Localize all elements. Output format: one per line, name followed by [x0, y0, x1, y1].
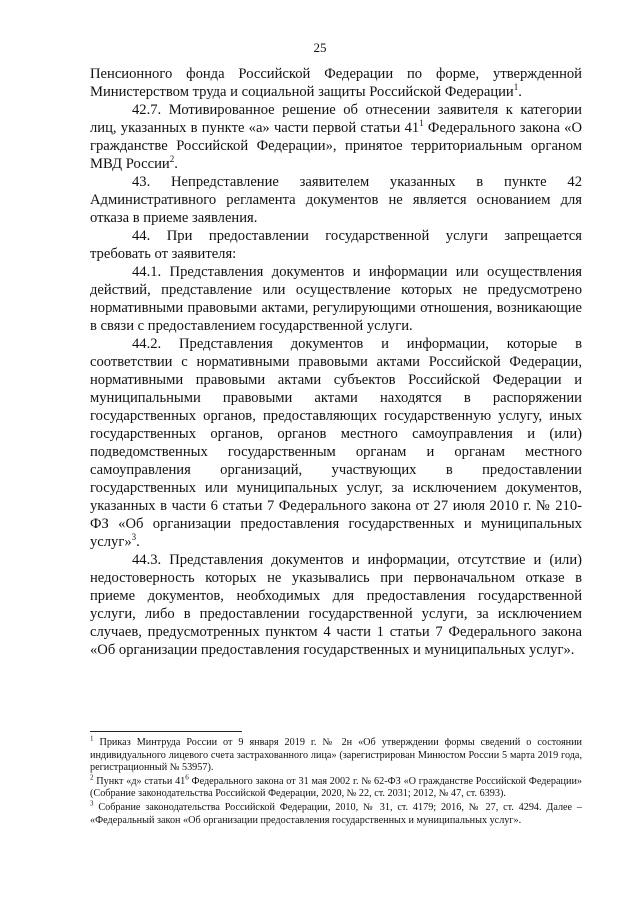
article-superscript: 1 [419, 118, 424, 129]
footnote-1 [90, 734, 582, 775]
footnote-ref-1: 1 [513, 82, 519, 93]
paragraph-text: 44.2. Представления документов и информации, которые в соответствии с нормативными правовыми актами Российской Федерации, нормативными правовыми актами субъектов Российской Федерации и муниципальными правовыми актами находятся в распоряжении государственных органов, предоставляющих государственную услугу, иных государственных органов, органов местного самоуправления и (или) подведомственных государственным органам и органам местного самоуправления организаций, участвующих в предоставлении государственных или муниципальных услуг, за исключением документов, указанных в части 6 статьи 7 Федерального закона от 27 июля 2010 г. № 210-ФЗ «Об организации предоставления государственных и муниципальных услуг» [90, 336, 582, 550]
footnote-mark: 2 [90, 773, 94, 782]
paragraph-42-7 [90, 101, 582, 173]
paragraph-44: 44. При предоставлении государственной услуги запрещается требовать от заявителя: [90, 228, 582, 262]
footnote-mark: 3 [90, 799, 94, 808]
footnote-divider [90, 731, 242, 732]
main-text [90, 65, 582, 659]
footnotes [90, 734, 582, 828]
page-number: 25 [313, 40, 327, 55]
paragraph-continuation [90, 65, 582, 101]
paragraph-text: Пенсионного фонда Российской Федерации по форме, утвержденной Министерством труда и социальной защиты Российской Федерации [90, 66, 582, 100]
paragraph-text: 42.7. Мотивированное решение об отнесении заявителя к категории лиц, указанных в пункте «а» части первой статьи 41 [90, 102, 582, 136]
paragraph-text: . [174, 156, 178, 172]
footnote-text: Приказ Минтруда России от 9 января 2019 г. № 2н «Об утверждении формы сведений о состоянии индивидуального лицевого счета застрахованного лица» (зарегистрирован Минюстом России 5 марта 2019 года, регистрационный № 53957). [90, 737, 582, 774]
footnote-3 [90, 799, 582, 827]
paragraph-44-2 [90, 335, 582, 551]
footnote-ref-2: 2 [169, 154, 175, 165]
footnote-text: Собрание законодательства Российской Федерации, 2010, № 31, ст. 4179; 2016, № 27, ст. 4294. Далее – «Федеральный закон «Об организации предоставления государственных и муниципальных услуг». [90, 801, 582, 826]
article-superscript: 6 [185, 773, 189, 782]
footnote-text: Пункт «д» статьи 41 [93, 775, 186, 787]
paragraph-text: . [518, 84, 522, 100]
paragraph-44-3: 44.3. Представления документов и информации, отсутствие и (или) недостоверность которых не указывались при первоначальном отказе в приеме документов, необходимых для предоставления государственной услуги, либо в предоставлении государственной услуги, за исключением случаев, предусмотренных пунктом 4 части 1 статьи 7 Федерального закона «Об организации предоставления государственных и муниципальных услуг». [90, 552, 582, 658]
footnote-text: Федерального закона от 31 мая 2002 г. № 62-ФЗ «О гражданстве Российской Федерации» (Собрание законодательства Российской Федерации, 2020, № 22, ст. 2031; 2012, № 47, ст. 6393). [90, 775, 582, 800]
paragraph-44-1: 44.1. Представления документов и информации или осуществления действий, представление или осуществление которых не предусмотрено нормативными правовыми актами, регулирующими отношения, возникающие в связи с предоставлением государственной услуги. [90, 264, 582, 334]
footnote-2 [90, 773, 582, 801]
paragraph-text: . [136, 534, 140, 550]
paragraph-text: Федерального закона «О гражданстве Российской Федерации», принятое территориальным органом МВД России [90, 120, 582, 172]
footnote-mark: 1 [90, 734, 94, 743]
paragraph-43: 43. Непредставление заявителем указанных в пункте 42 Административного регламента документов не является основанием для отказа в приеме заявления. [90, 174, 582, 226]
footnote-ref-3: 3 [131, 532, 137, 543]
